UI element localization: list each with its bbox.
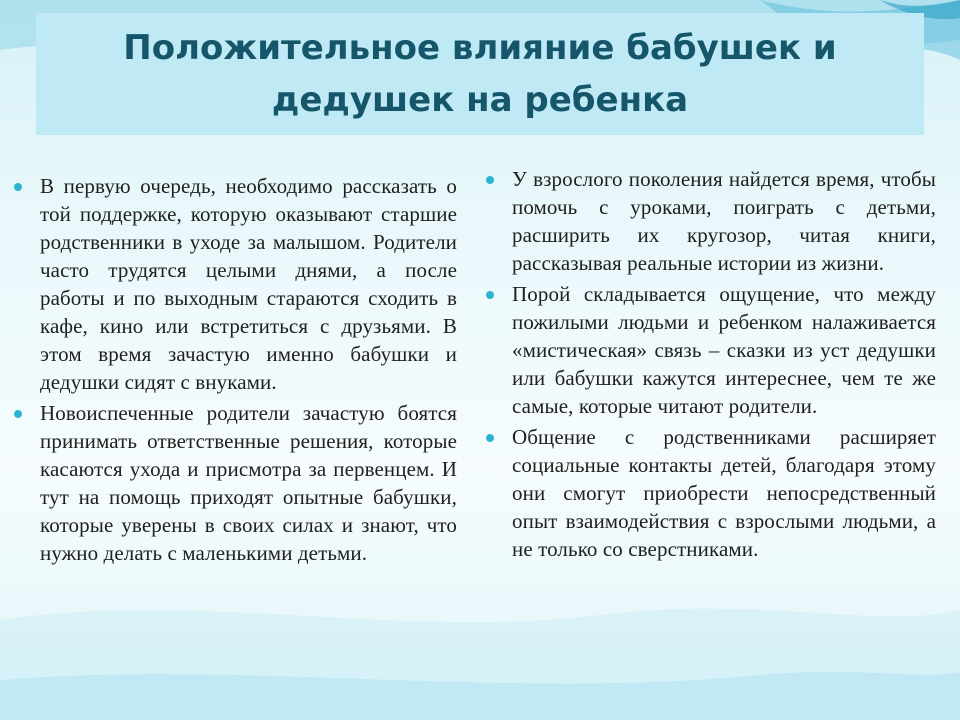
- list-item: [486, 165, 936, 277]
- left-column: [14, 172, 457, 570]
- list-item-text: В первую очередь, необходимо рассказать о той поддержке, которую оказывают старшие родственники в уходе за малышом. Родители часто трудятся целыми днями, а после работы и по выходным стараются сходить в кафе, кино или встретиться с друзьями. В этом время зачастую именно бабушки и дедушки сидят с внуками.: [40, 174, 457, 394]
- bullet-icon: [486, 434, 494, 442]
- list-item: [14, 399, 457, 567]
- list-item-text: Новоиспеченные родители зачастую боятся принимать ответственные решения, которые касаются ухода и присмотра за первенцем. И тут на помощь приходят опытные бабушки, которые уверены в своих силах и знают, что нужно делать с маленькими детьми.: [40, 401, 457, 565]
- bullet-icon: [486, 176, 494, 184]
- bullet-icon: [14, 183, 22, 191]
- list-item: [14, 172, 457, 396]
- bullet-icon: [14, 410, 22, 418]
- list-item-text: Порой складывается ощущение, что между пожилыми людьми и ребенком налаживается «мистическая» связь – сказки из уст дедушки или бабушки кажутся интереснее, чем те же самые, которые читают родители.: [512, 282, 936, 418]
- slide-title: Положительное влияние бабушек и дедушек на ребенка: [123, 28, 837, 120]
- list-item: [486, 423, 936, 563]
- list-item-text: Общение с родственниками расширяет социальные контакты детей, благодаря этому они смогут приобрести непосредственный опыт взаимодействия с взрослыми людьми, а не только со сверстниками.: [512, 425, 936, 561]
- bullet-icon: [486, 291, 494, 299]
- list-item-text: У взрослого поколения найдется время, чтобы помочь с уроками, поиграть с детьми, расширить их кругозор, читая книги, рассказывая реальные истории из жизни.: [512, 167, 936, 275]
- right-column: [486, 165, 936, 566]
- list-item: [486, 280, 936, 420]
